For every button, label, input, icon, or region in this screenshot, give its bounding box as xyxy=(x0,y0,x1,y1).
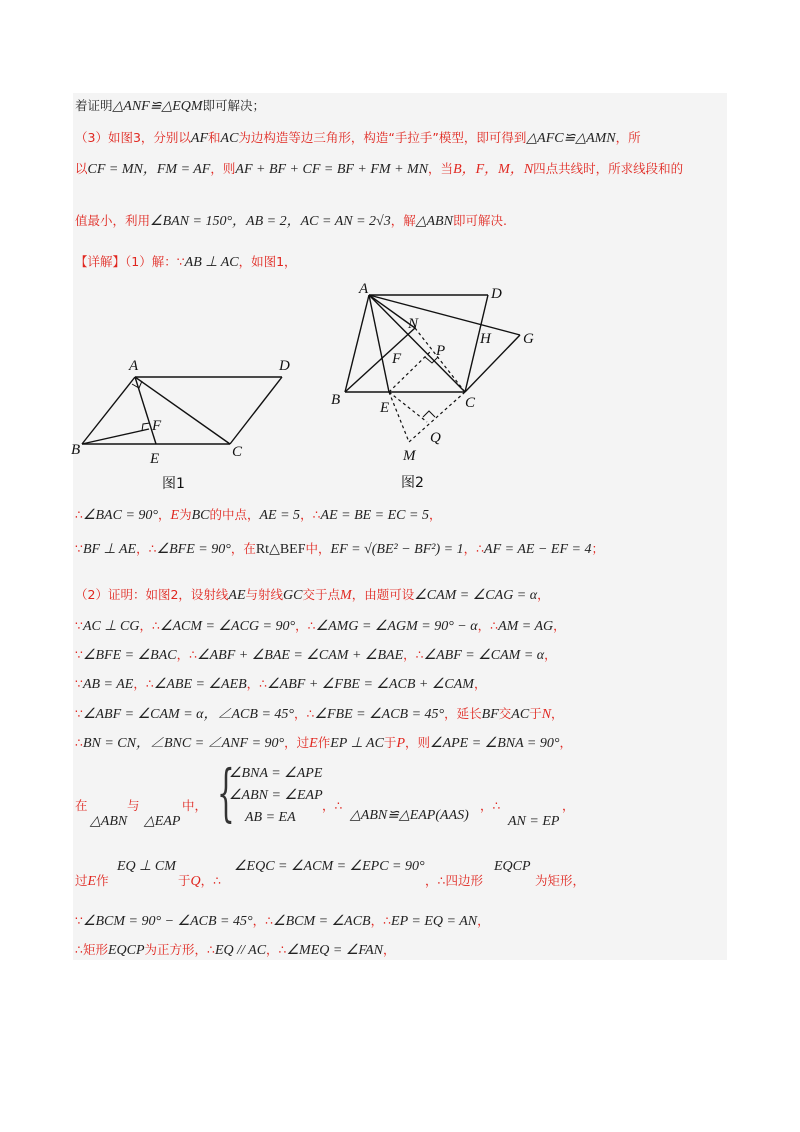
math: ∠AMG = ∠AGM = 90° − α xyxy=(315,619,478,634)
math: ∠EQC = ∠ACM = ∠EPC = 90° xyxy=(234,859,425,874)
congruence-abn-eap xyxy=(350,806,469,825)
math: BN = CN，∠BNC = ∠ANF = 90° xyxy=(82,736,285,751)
text: 过 xyxy=(75,873,88,888)
text: ，延长 xyxy=(444,706,482,721)
math: P xyxy=(396,736,405,751)
system-brace: { xyxy=(217,756,235,829)
text: 为 xyxy=(179,507,192,522)
text-line-9 xyxy=(75,617,566,636)
text-line-11 xyxy=(75,675,487,694)
text-line-10 xyxy=(75,646,557,665)
text: 着证明 xyxy=(75,98,113,113)
math: △EAP xyxy=(144,814,181,829)
triangle-eap-label xyxy=(144,812,180,831)
text: ，所 xyxy=(615,130,641,145)
text: ∴矩形 xyxy=(75,942,108,957)
math: AF + BF + CF = BF + FM + MN xyxy=(235,162,429,177)
text: 为正方形，∴ xyxy=(144,942,215,957)
text: 为边构造等边三角形，构造“手拉手”模型，即可得到 xyxy=(238,130,527,145)
label-e: E xyxy=(380,400,390,416)
text: 于 xyxy=(529,706,542,721)
text: ； xyxy=(591,541,604,556)
math: ∠FBE = ∠ACB = 45° xyxy=(314,707,445,722)
label-c: C xyxy=(465,395,476,411)
math: M xyxy=(340,588,352,603)
text: ，∴ xyxy=(266,942,287,957)
text-line-14-c xyxy=(182,797,207,815)
text-line-13 xyxy=(75,734,572,753)
math: ∠BCM = 90° − ∠ACB = 45° xyxy=(82,914,253,929)
segment-gc xyxy=(465,335,520,392)
math: EQCP xyxy=(494,859,531,874)
math: BC xyxy=(191,508,210,523)
text: 于 xyxy=(178,873,191,888)
label-e: E xyxy=(150,451,160,467)
text: ∴ xyxy=(75,735,83,750)
math: △ANF≌△EQM xyxy=(112,99,203,114)
figure-2 xyxy=(325,280,555,495)
text-line-16 xyxy=(75,912,490,931)
text-line-8 xyxy=(75,586,550,605)
label-d: D xyxy=(491,286,502,302)
math: AB ⊥ AC xyxy=(184,255,239,270)
system-eq-3 xyxy=(245,808,296,827)
figure-2-caption: 图2 xyxy=(401,475,424,491)
text-line-14-e xyxy=(480,797,500,815)
math: AF xyxy=(190,131,209,146)
math: BF xyxy=(481,707,499,722)
text-line-14-f xyxy=(562,797,575,815)
figure-1 xyxy=(70,350,310,498)
text-line-1 xyxy=(75,97,265,116)
text: ∵ xyxy=(75,913,83,928)
math: ∠ABE = ∠AEB xyxy=(153,677,247,692)
text: ，当 xyxy=(428,161,454,176)
text: 交 xyxy=(498,706,512,721)
segment-ac xyxy=(135,377,230,444)
math: ∠ABF = ∠CAM = α，∠ACB = 45° xyxy=(82,707,294,722)
math: N xyxy=(541,707,552,722)
math: E xyxy=(309,736,318,751)
math: ∠ABN = ∠EAP xyxy=(229,788,323,803)
text: ，∴ xyxy=(403,647,424,662)
text: ∴ xyxy=(75,507,83,522)
math: B，F，M，N xyxy=(453,162,534,177)
math: EQ ⊥ CM xyxy=(117,859,176,874)
math: AF = AE − EF = 4 xyxy=(484,542,592,557)
text-line-15-b xyxy=(178,872,221,891)
label-m: M xyxy=(403,448,416,464)
text: ∵ xyxy=(75,647,83,662)
text: 中， xyxy=(182,798,208,813)
text-line-15-c xyxy=(425,872,483,890)
math: AB = AE xyxy=(82,677,134,692)
text: 即可解决. xyxy=(452,213,507,228)
label-b: B xyxy=(331,392,341,408)
math: ∠ABF = ∠CAM = α xyxy=(423,648,545,663)
text: ，∴ xyxy=(246,676,268,691)
text: ，∴ xyxy=(133,676,154,691)
text: ，在 xyxy=(230,541,256,556)
text: 于 xyxy=(383,735,397,750)
text: ，则 xyxy=(210,161,236,176)
text: ，∴四边形 xyxy=(425,873,483,888)
text: 和 xyxy=(208,130,221,145)
math: ∠BAN = 150°，AB = 2，AC = AN = 2√3 xyxy=(150,214,391,229)
math: EP ⊥ AC xyxy=(330,736,384,751)
text: ， xyxy=(553,618,566,633)
text: 交于点 xyxy=(302,587,341,602)
text: ，∴ xyxy=(370,913,392,928)
text-line-14-b xyxy=(127,797,140,815)
math: ∠BFE = ∠BAC xyxy=(82,648,177,663)
text: ，∴ xyxy=(136,541,157,556)
math: EP = EQ = AN xyxy=(391,914,478,929)
text: ，由题可设 xyxy=(351,587,415,602)
an-eq-ep xyxy=(508,812,559,831)
text: ， xyxy=(544,647,557,662)
math: △ABN xyxy=(90,814,128,829)
text-line-7 xyxy=(75,540,604,559)
text-line-4 xyxy=(75,212,507,231)
text-line-15-a xyxy=(75,872,109,891)
right-angle-mark-q xyxy=(423,411,435,417)
math: AE xyxy=(228,588,246,603)
quad-eqcp xyxy=(494,857,531,876)
text: ， xyxy=(473,676,487,691)
text: ， xyxy=(477,913,490,928)
text: ，∴ xyxy=(477,618,499,633)
math: ∠MEQ = ∠FAN xyxy=(286,943,384,958)
segment-ab xyxy=(345,295,369,392)
text: ，∴ xyxy=(252,913,274,928)
text: ，解 xyxy=(390,213,416,228)
text: ， xyxy=(559,735,572,750)
text: ，∴ xyxy=(480,798,501,813)
label-a: A xyxy=(129,358,139,374)
math: Rt△BEF xyxy=(255,542,306,557)
segment-ae xyxy=(369,295,389,392)
text: ， xyxy=(383,942,396,957)
text: ，∴ xyxy=(200,873,222,888)
text: ， xyxy=(551,706,564,721)
label-a: A xyxy=(359,281,369,297)
system-eq-1 xyxy=(229,764,322,783)
text: ，∴ xyxy=(294,706,315,721)
math: ∠APE = ∠BNA = 90° xyxy=(430,736,560,751)
label-h: H xyxy=(480,331,491,347)
text: 的中点， xyxy=(209,507,260,522)
math: EF = √(BE² − BF²) = 1 xyxy=(330,542,464,557)
system-eq-2 xyxy=(229,786,323,805)
text-line-5 xyxy=(75,253,297,272)
text: ， xyxy=(428,507,442,522)
math: EQ // AC xyxy=(214,943,267,958)
text: 即可解决； xyxy=(202,98,266,113)
text: ∵ xyxy=(75,676,83,691)
math: △ABN≌△EAP(AAS) xyxy=(350,808,469,823)
text: （2）证明：如图2，设射线 xyxy=(75,587,229,602)
text-line-14-a xyxy=(75,797,88,815)
segment-dc xyxy=(230,377,282,444)
label-c: C xyxy=(232,444,243,460)
text: ∵ xyxy=(75,618,83,633)
math: AB = EA xyxy=(245,810,296,825)
math: AE = 5 xyxy=(259,508,301,523)
math: AC xyxy=(511,707,530,722)
label-b: B xyxy=(71,442,81,458)
text: ，∴ xyxy=(300,507,321,522)
text-line-12 xyxy=(75,705,564,724)
text: 值最小，利用 xyxy=(75,213,151,228)
segment-eq xyxy=(389,392,427,422)
math: ∠CAM = ∠CAG = α xyxy=(414,588,538,603)
triangle-abn-label xyxy=(90,812,127,831)
text: ，如图1， xyxy=(238,254,297,269)
label-p: P xyxy=(436,343,446,359)
text: 四点共线时，所求线段和的 xyxy=(533,161,684,176)
math: Q xyxy=(190,874,201,889)
math: ∠ABF + ∠FBE = ∠ACB + ∠CAM xyxy=(267,677,474,692)
math: E xyxy=(170,508,180,523)
label-g: G xyxy=(523,331,534,347)
math: EQCP xyxy=(107,943,145,958)
math: ∠BCM = ∠ACB xyxy=(273,914,371,929)
text: ∵ xyxy=(75,541,83,556)
math: BF ⊥ AE xyxy=(82,542,137,557)
figure-1-caption: 图1 xyxy=(162,476,185,492)
text: 作 xyxy=(317,735,331,750)
angle-eqc-relation xyxy=(234,857,425,876)
text: ，则 xyxy=(405,735,431,750)
text: 【详解】（1）解：∵ xyxy=(75,254,185,269)
text: ∵ xyxy=(75,706,83,721)
text: （3）如图3，分别以 xyxy=(75,130,191,145)
label-f: F xyxy=(392,351,402,367)
math: AN = EP xyxy=(508,814,560,829)
text: ，∴ xyxy=(322,798,343,813)
segment-nc xyxy=(415,328,465,392)
text: ，∴ xyxy=(139,618,160,633)
text: ， xyxy=(562,798,575,813)
segment-bn xyxy=(345,328,415,392)
text: ， xyxy=(537,587,550,602)
label-q: Q xyxy=(430,430,441,446)
text-line-2 xyxy=(75,129,641,148)
math: GC xyxy=(283,588,303,603)
text: ，过 xyxy=(284,735,310,750)
label-d: D xyxy=(279,358,290,374)
math: ∠BNA = ∠APE xyxy=(229,766,323,781)
text: ，∴ xyxy=(463,541,485,556)
text: ，∴ xyxy=(295,618,316,633)
segment-ac xyxy=(369,295,465,392)
math: △AFC≌△AMN xyxy=(526,131,616,146)
text: ， xyxy=(158,507,171,522)
text: 中， xyxy=(305,541,331,556)
label-n: N xyxy=(408,316,419,332)
math: ∠BAC = 90° xyxy=(82,508,158,523)
math: CF = MN，FM = AF xyxy=(87,162,211,177)
math: ∠ACM = ∠ACG = 90° xyxy=(159,619,296,634)
eq-perp-cm xyxy=(117,857,176,876)
text: 与射线 xyxy=(245,587,284,602)
math: AM = AG xyxy=(498,619,554,634)
math: AC xyxy=(220,131,239,146)
text: 为矩形， xyxy=(535,873,586,888)
text: 以 xyxy=(75,161,88,176)
label-f: F xyxy=(152,418,162,434)
math: △ABN xyxy=(415,214,453,229)
math: ∠BFE = 90° xyxy=(156,542,231,557)
math: ∠ABF + ∠BAE = ∠CAM + ∠BAE xyxy=(197,648,404,663)
text: 作 xyxy=(96,873,109,888)
text: 在 xyxy=(75,798,88,813)
text-line-3 xyxy=(75,160,683,179)
text-line-6 xyxy=(75,506,441,525)
math: E xyxy=(87,874,97,889)
math: AE = BE = EC = 5 xyxy=(320,508,429,523)
text: 与 xyxy=(127,798,140,813)
text-line-17 xyxy=(75,941,396,960)
text-line-15-d xyxy=(535,872,585,890)
math: AC ⊥ CG xyxy=(82,619,140,634)
text: ，∴ xyxy=(176,647,198,662)
text-line-14-d xyxy=(322,797,342,815)
